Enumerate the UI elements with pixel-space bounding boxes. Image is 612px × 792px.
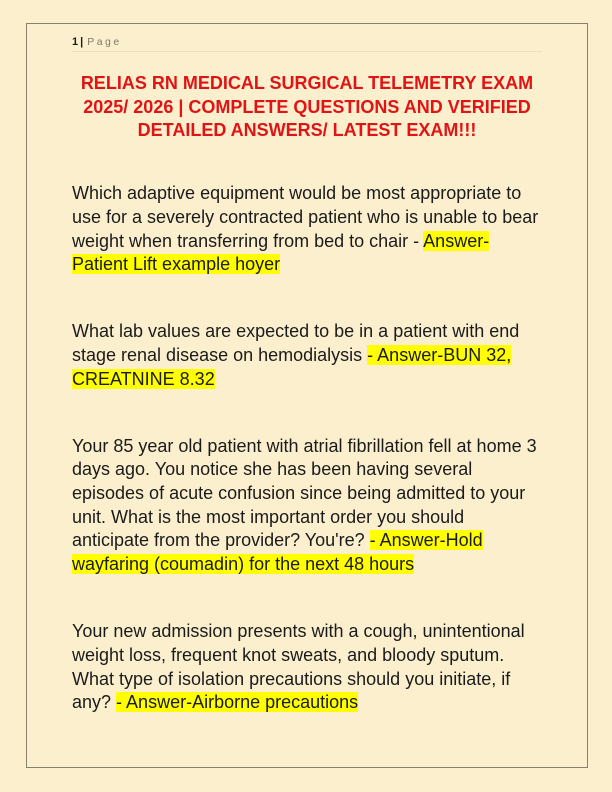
highlighted-answer: - Answer-Hold wayfaring (coumadin) for the next 48 hours [72, 530, 483, 575]
highlighted-answer: - Answer-BUN 32, CREATNINE 8.32 [72, 344, 512, 389]
highlighted-answer: Answer-Patient Lift example hoyer [72, 230, 490, 275]
qa-paragraph [72, 182, 542, 277]
qa-paragraph [72, 620, 542, 715]
qa-paragraph [72, 320, 542, 391]
question-text: Your new admission presents with a cough, unintentional weight loss, frequent knot sweats, and bloody sputum. What type of isolation precautions should you initiate, if any? [72, 621, 525, 713]
document-title: RELIAS RN MEDICAL SURGICAL TELEMETRY EXAM 2025/ 2026 | COMPLETE QUESTIONS AND VERIFIED DETAILED ANSWERS/ LATEST EXAM!!! [80, 73, 534, 141]
qa-list [72, 182, 542, 715]
highlighted-answer: - Answer-Airborne precautions [116, 692, 359, 713]
page-label: Page [87, 36, 122, 48]
question-text: Your 85 year old patient with atrial fibrillation fell at home 3 days ago. You notice she has been having several episodes of acute confusion since being admitted to your unit. What is the most important order you should anticipate from the provider? You're? [72, 435, 537, 551]
header-separator: | [80, 36, 84, 48]
qa-paragraph [72, 435, 542, 577]
page [26, 23, 588, 768]
question-text: What lab values are expected to be in a patient with end stage renal disease on hemodialysis [72, 321, 520, 365]
page-header [72, 36, 542, 52]
page-number: 1 [72, 36, 79, 48]
question-text: Which adaptive equipment would be most appropriate to use for a severely contracted patient who is unable to bear weight when transferring from bed to chair - [72, 183, 539, 251]
